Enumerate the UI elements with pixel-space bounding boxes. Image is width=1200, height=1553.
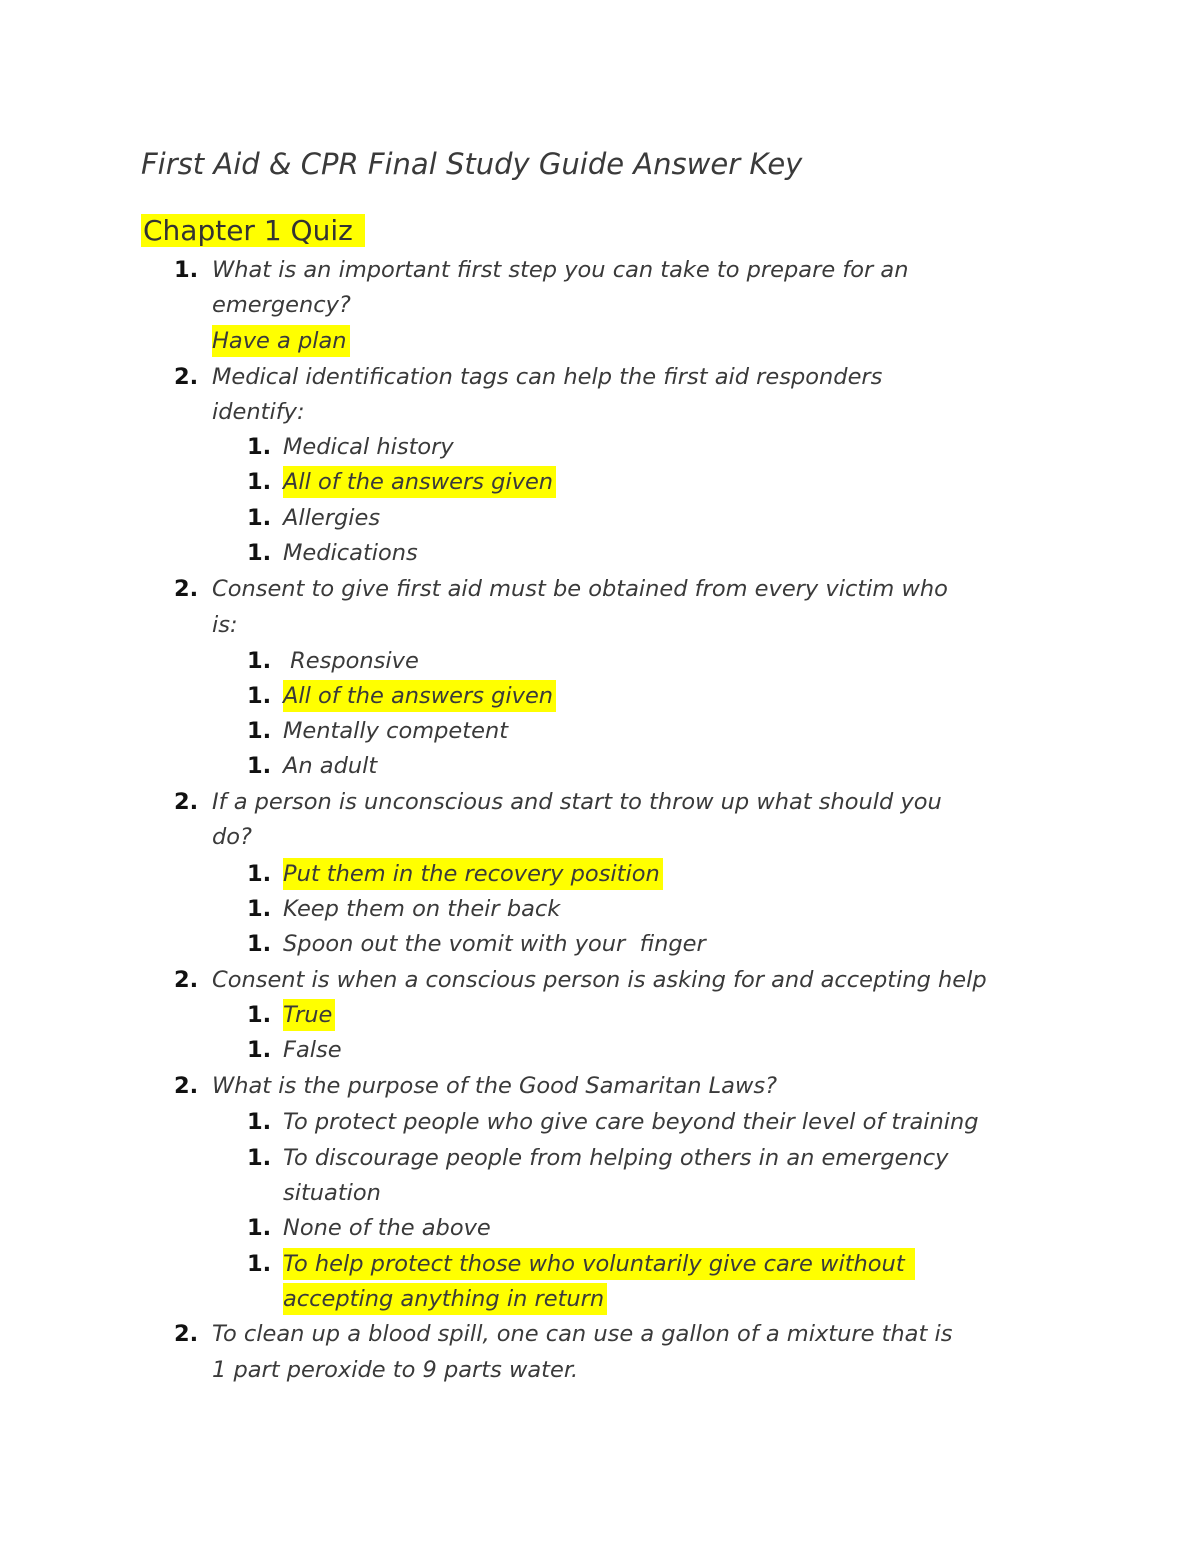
highlighted-answer: To help protect those who voluntarily give care without [283,1248,915,1280]
option-text: Spoon out the vomit with your finger [283,931,706,957]
option-text: situation [283,1180,381,1206]
option-text: Allergies [283,505,381,531]
question-text: Medical identification tags can help the first aid responders [212,364,883,390]
option-number: 1. [247,434,272,460]
option-text: Responsive [283,648,419,674]
option-text: Keep them on their back [283,896,561,922]
question-text: identify: [212,399,305,425]
highlighted-answer: accepting anything in return [283,1283,607,1315]
option-number: 1. [247,1215,272,1241]
option-number: 1. [247,718,272,744]
question-text: 1 part peroxide to 9 parts water. [212,1357,579,1383]
question-text: Consent is when a conscious person is asking for and accepting help [212,967,987,993]
option-number: 1. [247,931,272,957]
chapter-heading [141,211,365,251]
option-text: An adult [283,753,378,779]
option-number: 1. [247,1002,272,1028]
question-number: 2. [174,1073,199,1099]
option-number: 1. [247,896,272,922]
question-text: If a person is unconscious and start to throw up what should you [212,789,942,815]
option-number: 1. [247,648,272,674]
highlighted-answer: All of the answers given [283,466,556,498]
question-text: is: [212,612,238,638]
question-number: 2. [174,576,199,602]
option-number: 1. [247,505,272,531]
option-number: 1. [247,1109,272,1135]
question-text: emergency? [212,292,351,318]
highlighted-answer: All of the answers given [283,680,556,712]
question-text: What is the purpose of the Good Samaritan Laws? [212,1073,778,1099]
option-text: To protect people who give care beyond their level of training [283,1109,979,1135]
option-text: Medications [283,540,418,566]
highlighted-answer: True [283,999,335,1031]
question-text: What is an important first step you can take to prepare for an [212,257,909,283]
option-number: 1. [247,683,272,709]
option-text: To discourage people from helping others in an emergency [283,1145,949,1171]
question-number: 1. [174,257,199,283]
question-number: 2. [174,364,199,390]
question-number: 2. [174,967,199,993]
option-number: 1. [247,540,272,566]
highlighted-answer: Put them in the recovery position [283,858,663,890]
option-number: 1. [247,1251,272,1277]
option-text: Medical history [283,434,454,460]
question-number: 2. [174,789,199,815]
question-text: Consent to give first aid must be obtained from every victim who [212,576,948,602]
option-text: Mentally competent [283,718,509,744]
chapter-heading-label: Chapter 1 Quiz [141,214,365,247]
document-title: First Aid & CPR Final Study Guide Answer Key [141,147,803,181]
highlighted-answer: Have a plan [212,325,350,357]
option-number: 1. [247,753,272,779]
option-number: 1. [247,861,272,887]
option-number: 1. [247,1145,272,1171]
question-text: do? [212,824,252,850]
option-number: 1. [247,469,272,495]
option-number: 1. [247,1037,272,1063]
question-text: To clean up a blood spill, one can use a gallon of a mixture that is [212,1321,953,1347]
option-text: False [283,1037,342,1063]
question-number: 2. [174,1321,199,1347]
option-text: None of the above [283,1215,491,1241]
